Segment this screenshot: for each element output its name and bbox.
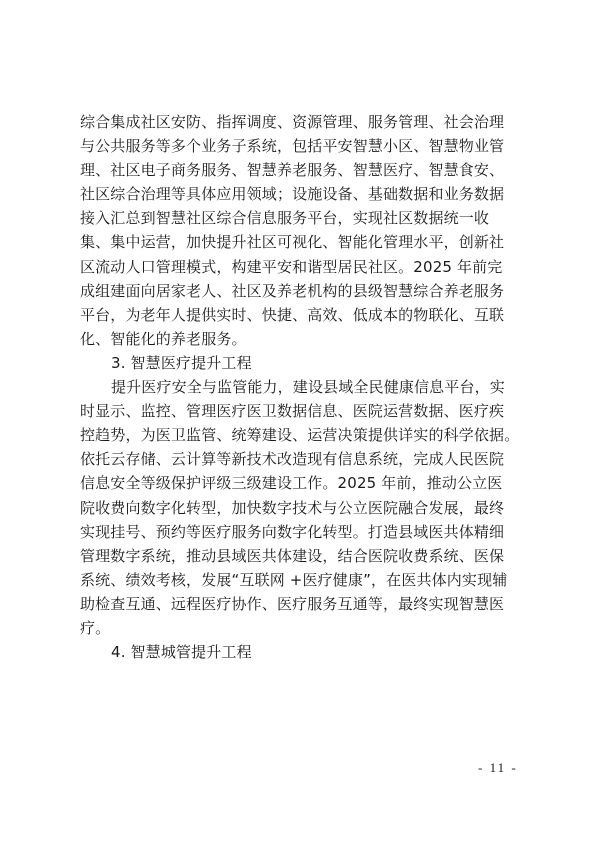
paragraph-line: 助检查互通、远程医疗协作、医疗服务互通等，最终实现智慧医 — [80, 594, 505, 613]
paragraph-line: 区流动人口管理模式，构建平安和谐型居民社区。2025 年前完 — [80, 257, 503, 276]
paragraph-line: 疗。 — [80, 618, 111, 637]
paragraph-line: 实现挂号、预约等医疗服务向数字化转型。打造县域医共体精细 — [80, 522, 505, 541]
paragraph-line: 化、智能化的养老服务。 — [80, 329, 247, 348]
paragraph-line: 信息安全等级保护评级三级建设工作。2025 年前，推动公立医 — [80, 474, 503, 493]
paragraph-line: 依托云存储、云计算等新技术改造现有信息系统，完成人民医院 — [80, 450, 505, 469]
paragraph-line: 平台，为老年人提供实时、快捷、高效、低成本的物联化、互联 — [80, 305, 505, 324]
paragraph-line: 系统、绩效考核，发展“互联网 +医疗健康”，在医共体内实现辅 — [80, 570, 508, 589]
page-number: - 11 - — [478, 760, 518, 775]
paragraph-line: 理、社区电子商务服务、智慧养老服务、智慧医疗、智慧食安、 — [80, 161, 505, 180]
paragraph-line: 成组建面向居家老人、社区及养老机构的县级智慧综合养老服务 — [80, 281, 505, 300]
paragraph-line: 集、集中运营，加快提升社区可视化、智能化管理水平，创新社 — [80, 233, 505, 252]
paragraph-line: 院收费向数字化转型，加快数字技术与公立医院融合发展，最终 — [80, 498, 505, 517]
paragraph-line: 控趋势，为医卫监管、统筹建设、运营决策提供详实的科学依据。 — [80, 426, 520, 445]
paragraph-line: 管理数字系统，推动县域医共体建设，结合医院收费系统、医保 — [80, 546, 505, 565]
paragraph-line: 提升医疗安全与监管能力，建设县域全民健康信息平台，实 — [111, 378, 505, 397]
section-heading: 3. 智慧医疗提升工程 — [111, 353, 252, 372]
paragraph-line: 接入汇总到智慧社区综合信息服务平台，实现社区数据统一收 — [80, 209, 490, 228]
section-heading: 4. 智慧城管提升工程 — [111, 643, 252, 662]
paragraph-line: 时显示、监控、管理医疗医卫数据信息、医院运营数据、医疗疾 — [80, 402, 505, 421]
paragraph-line: 社区综合治理等具体应用领域；设施设备、基础数据和业务数据 — [80, 185, 505, 204]
paragraph-line: 与公共服务等多个业务子系统，包括平安智慧小区、智慧物业管 — [80, 137, 505, 156]
body-text — [80, 110, 525, 664]
paragraph-line: 综合集成社区安防、指挥调度、资源管理、服务管理、社会治理 — [80, 113, 505, 131]
